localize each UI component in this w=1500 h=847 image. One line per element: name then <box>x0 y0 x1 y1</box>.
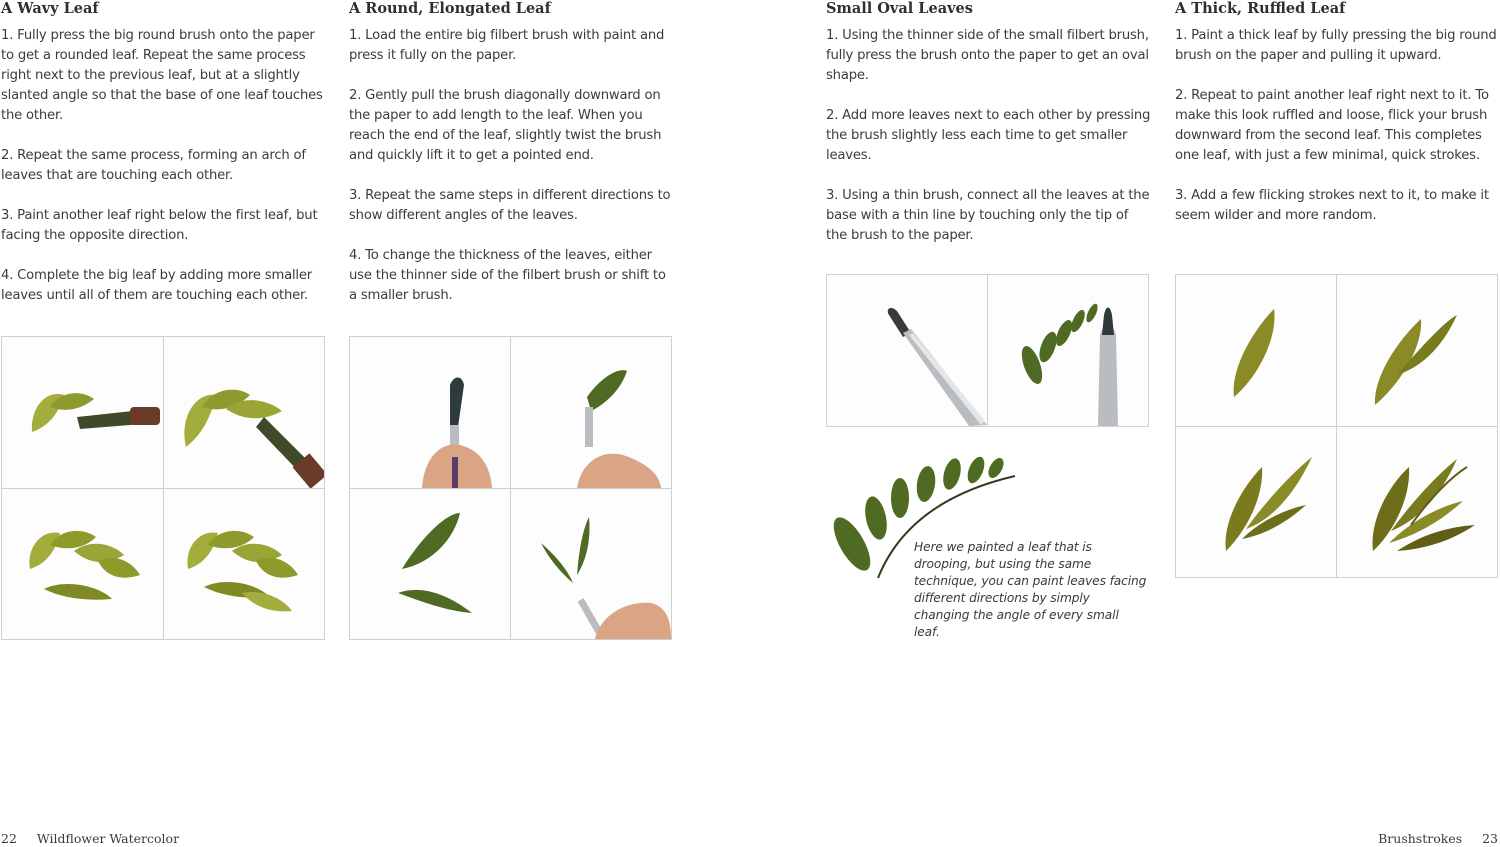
wavy-leaf-photo-4 <box>164 489 324 639</box>
steps-list <box>349 26 674 306</box>
grid-divider <box>350 488 671 489</box>
wavy-leaf-photo-1 <box>2 337 163 488</box>
ruffled-leaf-photo-3 <box>1176 427 1336 577</box>
page-footer-right <box>1378 831 1498 846</box>
section-thick-ruffled-leaf <box>1175 0 1499 223</box>
page-footer-left <box>1 831 179 846</box>
page-number: 22 <box>1 831 17 846</box>
section-title: A Thick, Ruffled Leaf <box>1175 0 1346 17</box>
section-round-elongated-leaf <box>349 0 674 303</box>
steps-list <box>1 26 326 306</box>
oval-leaves-photo-2 <box>988 275 1148 426</box>
page-number: 23 <box>1482 831 1498 846</box>
steps-list <box>826 26 1151 246</box>
grid-divider <box>1176 426 1497 427</box>
step-3: 3. Paint another leaf right below the first leaf, but facing the opposite direction. <box>1 208 318 243</box>
chapter-title: Brushstrokes <box>1378 831 1463 846</box>
drooping-leaf-caption: Here we painted a leaf that is drooping, but using the same technique, you can paint leaves facing different directions by simply changing the angle of every small leaf. <box>914 540 1147 639</box>
wavy-leaf-photo-grid <box>1 336 325 640</box>
section-title: A Wavy Leaf <box>1 0 99 17</box>
step-1: 1. Using the thinner side of the small filbert brush, fully press the brush onto the paper to get an oval shape. <box>826 28 1149 83</box>
step-4: 4. To change the thickness of the leaves, either use the thinner side of the filbert brush or shift to a smaller brush. <box>349 248 666 303</box>
steps-list <box>1175 26 1499 226</box>
step-1: 1. Paint a thick leaf by fully pressing the big round brush on the paper and pulling it upward. <box>1175 28 1497 63</box>
grid-divider <box>987 275 988 426</box>
ruffled-leaf-photo-4 <box>1337 427 1497 577</box>
oval-leaves-photo-1 <box>827 275 987 426</box>
step-3: 3. Add a few flicking strokes next to it, to make it seem wilder and more random. <box>1175 188 1489 223</box>
step-1: 1. Load the entire big filbert brush with paint and press it fully on the paper. <box>349 28 665 63</box>
elongated-leaf-photo-grid <box>349 336 672 640</box>
step-2: 2. Gently pull the brush diagonally downward on the paper to add length to the leaf. When you reach the end of the leaf, slightly twist the brush and quickly lift it to get a pointed end. <box>349 88 662 163</box>
step-4: 4. Complete the big leaf by adding more smaller leaves until all of them are touching each other. <box>1 268 313 303</box>
section-wavy-leaf <box>1 0 326 303</box>
ruffled-leaf-photo-1 <box>1176 275 1336 426</box>
section-small-oval-leaves <box>826 0 1151 243</box>
step-2: 2. Repeat to paint another leaf right next to it. To make this look ruffled and loose, flick your brush downward from the second leaf. This completes one leaf, with just a few minimal, quick strokes. <box>1175 88 1489 163</box>
step-2: 2. Add more leaves next to each other by pressing the brush slightly less each time to get smaller leaves. <box>826 108 1151 163</box>
section-title: A Round, Elongated Leaf <box>349 0 551 17</box>
right-page <box>750 0 1500 847</box>
step-1: 1. Fully press the big round brush onto the paper to get a rounded leaf. Repeat the same process right next to the previous leaf, but at a slightly slanted angle so that the base of one leaf touches the other. <box>1 28 323 123</box>
section-title: Small Oval Leaves <box>826 0 973 17</box>
grid-divider <box>2 488 324 489</box>
step-3: 3. Using a thin brush, connect all the leaves at the base with a thin line by touching only the tip of the brush to the paper. <box>826 188 1150 243</box>
elongated-leaf-photo-3 <box>350 489 510 639</box>
oval-leaves-photo-grid <box>826 274 1149 427</box>
book-title: Wildflower Watercolor <box>36 831 180 846</box>
ruffled-leaf-photo-grid <box>1175 274 1498 578</box>
step-2: 2. Repeat the same process, forming an arch of leaves that are touching each other. <box>1 148 306 183</box>
elongated-leaf-photo-4 <box>511 489 671 639</box>
wavy-leaf-photo-2 <box>164 337 324 488</box>
wavy-leaf-photo-3 <box>2 489 163 639</box>
elongated-leaf-photo-2 <box>511 337 671 488</box>
step-3: 3. Repeat the same steps in different directions to show different angles of the leaves. <box>349 188 671 223</box>
ruffled-leaf-photo-2 <box>1337 275 1497 426</box>
elongated-leaf-photo-1 <box>350 337 510 488</box>
